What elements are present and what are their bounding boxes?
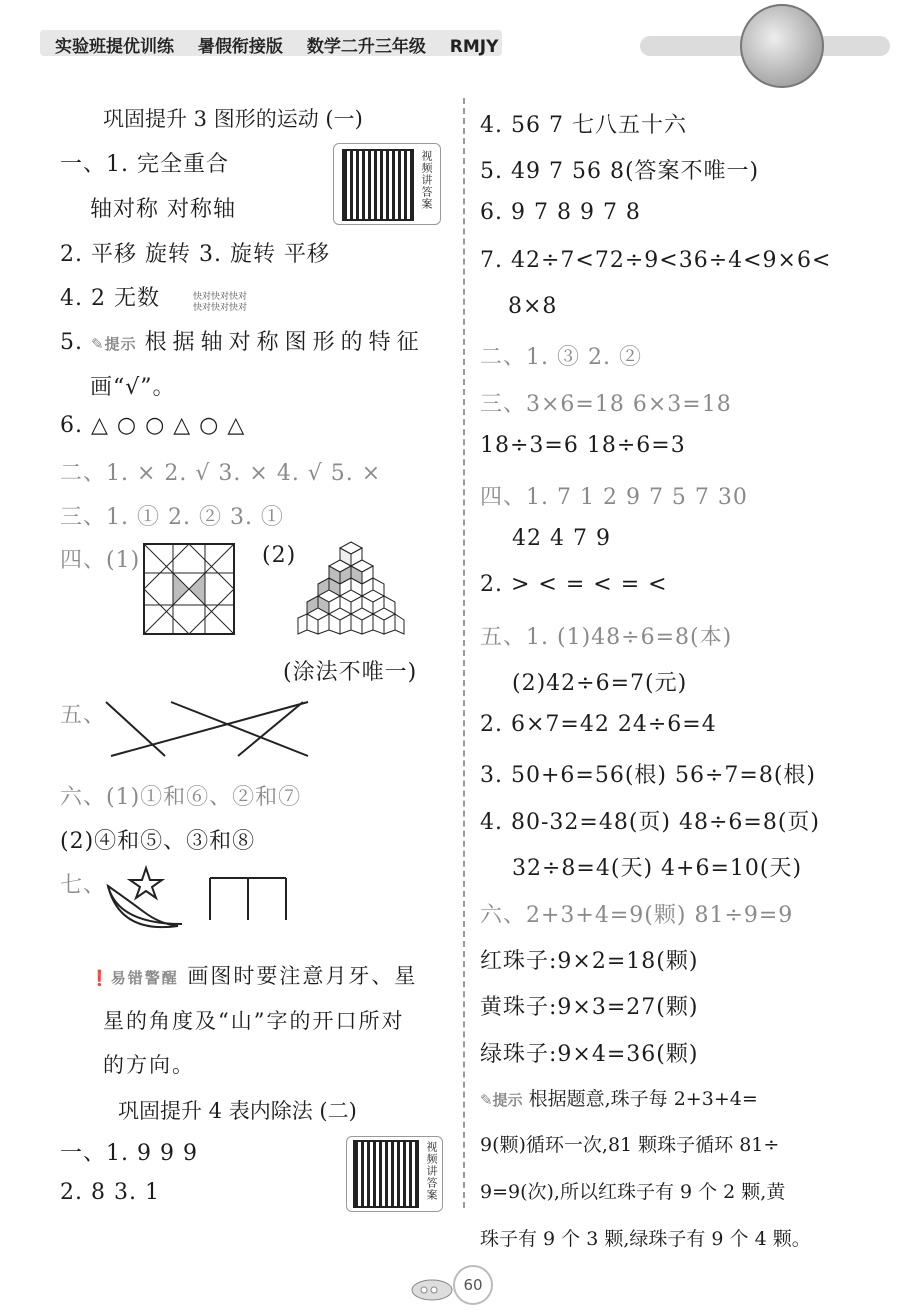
warning-text: 星的角度及“山”字的开口所对 [103, 1009, 405, 1033]
answer-note: (涂法不唯一) [283, 660, 418, 685]
column-divider [463, 98, 465, 1208]
answer-line: 2. 6×7=42 24÷6=4 [480, 712, 717, 737]
answer-line: 三、1. ① 2. ② 3. ① [60, 505, 284, 530]
qr-label: 视频讲答案 [420, 150, 433, 210]
symmetry-grid-figure [143, 543, 235, 635]
answer-line: (2)42÷6=7(元) [512, 671, 688, 696]
answer-line: 5. 49 7 56 8(答案不唯一) [480, 159, 760, 184]
hint-body: 根据题意,珠子每 2+3+4= [528, 1088, 758, 1110]
header-text [55, 32, 516, 57]
qr-code-box[interactable] [333, 143, 441, 225]
answer-line: 2. 8 3. 1 [60, 1180, 160, 1205]
hint-text: 提示 [104, 335, 137, 353]
page-number: 60 [453, 1265, 493, 1305]
answer-line: 2. 平移 旋转 3. 旋转 平移 [60, 242, 330, 267]
page-header [0, 0, 900, 90]
hint-label: ✎提示 [91, 335, 137, 353]
series-title: 实验班提优训练 [55, 37, 174, 57]
warning-note [90, 960, 417, 990]
qr-code-icon [353, 1140, 419, 1208]
answer-line: 轴对称 对称轴 [90, 197, 236, 222]
question-number: 5. [60, 330, 83, 355]
qr-code-box[interactable] [346, 1136, 443, 1212]
hint-body: 根据轴对称图形的特征 [144, 330, 425, 355]
answer-line: 一、1. 9 9 9 [60, 1141, 198, 1166]
answer-line: 五、1. (1)48÷6=8(本) [480, 625, 733, 650]
answer-line: 六、2+3+4=9(颗) 81÷9=9 [480, 903, 794, 928]
answer-line: (2)④和⑤、③和⑧ [60, 829, 256, 854]
answer-line: 六、(1)①和⑥、②和⑦ [60, 785, 302, 810]
section-title-4: 巩固提升 4 表内除法 (二) [118, 1099, 357, 1123]
answer-line: 2. > < = < = < [480, 572, 668, 597]
answer-line: 绿珠子:9×4=36(颗) [480, 1042, 699, 1067]
hint-label: ✎提示 [480, 1091, 523, 1109]
answer-line [60, 325, 425, 356]
answer-line: 七、 [60, 873, 107, 898]
edition-title: 暑假衔接版 [197, 37, 283, 57]
answer-line: 42 4 7 9 [512, 526, 611, 551]
answer-line: 7. 42÷7<72÷9<36÷4<9×6< [480, 248, 832, 273]
answer-line: 二、1. × 2. √ 3. × 4. √ 5. × [60, 461, 382, 486]
answer-line: 6. 9 7 8 9 7 8 [480, 200, 641, 225]
answer-line: 四、(1) [60, 548, 141, 573]
answer-line: 黄珠子:9×3=27(颗) [480, 995, 699, 1020]
planet-illustration [740, 4, 824, 88]
watermark-line: 快对快对快对 [193, 303, 248, 313]
hint-line: 珠子有 9 个 3 颗,绿珠子有 9 个 4 颗。 [480, 1228, 811, 1250]
answer-line: 三、3×6=18 6×3=18 [480, 392, 732, 417]
moon-star-mountain-figure [100, 862, 300, 934]
answer-line: 画“√”。 [90, 375, 176, 400]
hint-text: 提示 [492, 1091, 523, 1109]
watermark-text [193, 292, 247, 314]
qr-label: 视频讲答案 [425, 1141, 438, 1201]
answer-line: 二、1. ③ 2. ② [480, 345, 642, 370]
answer-line: 4. 80-32=48(页) 48÷6=8(页) [480, 810, 821, 835]
answer-line: 32÷8=4(天) 4+6=10(天) [512, 856, 803, 881]
watermark-line: 快对快对快对 [193, 292, 248, 302]
answer-line: 18÷3=6 18÷6=3 [480, 433, 686, 458]
hint-line [480, 1084, 758, 1111]
answer-line: 红珠子:9×2=18(颗) [480, 949, 699, 974]
warning-label: ❗易错警醒 [90, 969, 179, 987]
cube-pyramid-figure [296, 540, 406, 636]
publisher-code: RMJY [449, 37, 499, 57]
answer-line: 五、 [60, 703, 107, 728]
section-title-3: 巩固提升 3 图形的运动 (一) [103, 107, 363, 131]
answer-line: 一、1. 完全重合 [60, 152, 229, 177]
qr-code-icon [342, 149, 414, 221]
answer-line: 8×8 [508, 294, 558, 319]
warning-text: 画图时要注意月牙、星 [187, 964, 418, 988]
matching-lines-figure [103, 694, 313, 762]
answer-line: 6. △ ○ ○ △ ○ △ [60, 413, 246, 438]
subject-title: 数学二升三年级 [306, 37, 426, 57]
warning-label-text: 易错警醒 [110, 969, 179, 987]
hint-line: 9(颗)循环一次,81 颗珠子循环 81÷ [480, 1134, 780, 1156]
answer-line: (2) [262, 543, 297, 568]
submarine-icon [410, 1272, 454, 1302]
hint-line: 9=9(次),所以红珠子有 9 个 2 颗,黄 [480, 1181, 786, 1203]
answer-line: 四、1. 7 1 2 9 7 5 7 30 [480, 485, 748, 510]
warning-text: 的方向。 [103, 1053, 195, 1077]
answer-line: 3. 50+6=56(根) 56÷7=8(根) [480, 763, 817, 788]
answer-line: 4. 2 无数 [60, 286, 160, 311]
answer-line: 4. 56 7 七八五十六 [480, 113, 687, 138]
